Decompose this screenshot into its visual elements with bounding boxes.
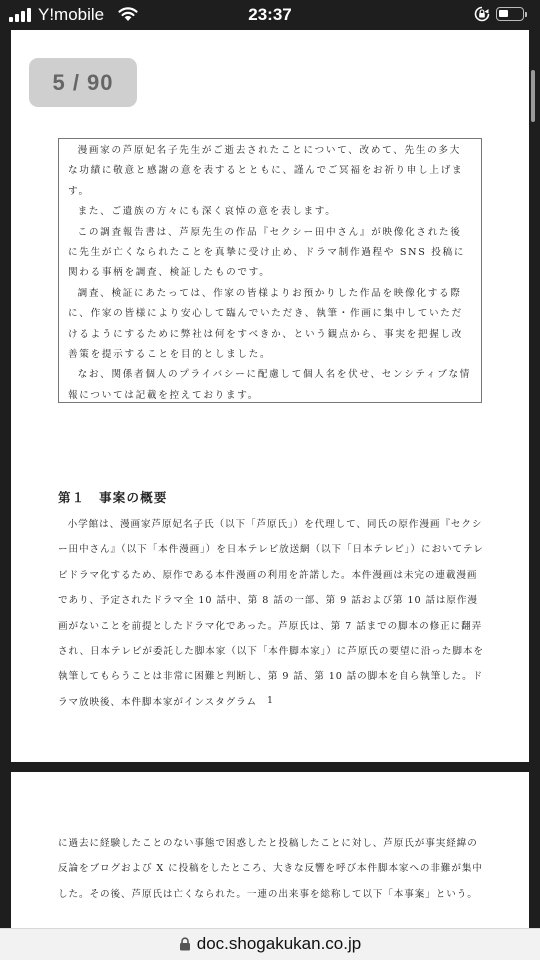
browser-url-bar[interactable] bbox=[0, 928, 540, 960]
page-indicator: 5 / 90 bbox=[29, 58, 137, 107]
notice-paragraph: 漫画家の芦原妃名子先生がご逝去されたことについて、改めて、先生の多大な功績に敬意と感謝の意を表するとともに、謹んでご冥福をお祈り申し上げます。 bbox=[68, 145, 464, 197]
preface-notice-box bbox=[58, 138, 482, 403]
status-bar bbox=[0, 0, 540, 30]
notice-paragraph: 調査、検証にあたっては、作家の皆様よりお預かりした作品を映像化する際に、作家の皆様により安心して臨んでいただき、執筆・作画に集中していただけるようにするために弊社は何をすべきか、という観点から、事実を把握し改善策を提示することを目的としました。 bbox=[68, 287, 464, 361]
notice-paragraph: また、ご遺族の方々にも深く哀悼の意を表します。 bbox=[77, 206, 337, 218]
url-text: doc.shogakukan.co.jp bbox=[196, 934, 362, 953]
section-body bbox=[58, 512, 486, 715]
body-paragraph: 小学館は、漫画家芦原妃名子氏（以下「芦原氏」）を代理して、同氏の原作漫画『セクシー田中さん』（以下「本件漫画」）を日本テレビ放送網（以下「日本テレビ」）においてテレビドラマ化するため、原作である本件漫画の利用を許諾した。本件漫画は未完の連載漫画であり、予定されたドラマ全 10 話中、第 8 話の一部、第 9 話および第 10 話は原作漫画がないことを前提としたドラマ化であった。芦原氏は、第 7 話までの脚本の修正に翻弄され、日本テレビが委託した脚本家（以下「本件脚本家」）に芦原氏の要望に沿った脚本を執筆してもらうことは非常に困難と判断し、第 9 話、第 10 話の脚本を自ら執筆した。ドラマ放映後、本件脚本家がインスタグラム bbox=[58, 519, 484, 708]
page-number: 1 bbox=[267, 696, 273, 706]
notice-paragraph: この調査報告書は、芦原先生の作品『セクシー田中さん』が映像化された後に先生が亡くなられたことを真摯に受け止め、ドラマ制作過程や SNS 投稿に関わる事柄を調査、検証したものです。 bbox=[68, 226, 466, 279]
body-paragraph: に過去に経験したことのない事態で困惑したと投稿したことに対し、芦原氏が事実経緯の反論をブログおよび X に投稿をしたところ、大きな反響を呼び本件脚本家への非難が集中した。その後、芦原氏は亡くなられた。一連の出来事を総称して以下「本事案」という。 bbox=[58, 838, 483, 900]
battery-icon bbox=[496, 7, 524, 21]
scrollbar[interactable] bbox=[531, 70, 535, 122]
next-page-body bbox=[58, 831, 486, 907]
rotation-lock-icon bbox=[474, 6, 490, 22]
carrier-name: Y!mobile bbox=[38, 5, 105, 24]
lock-icon bbox=[179, 937, 191, 951]
section-heading: 第１ 事案の概要 bbox=[58, 490, 168, 505]
notice-paragraph: なお、関係者個人のプライバシーに配慮して個人名を伏せ、センシティブな情報については記載を控えております。 bbox=[68, 369, 472, 401]
clock: 23:37 bbox=[248, 5, 292, 24]
